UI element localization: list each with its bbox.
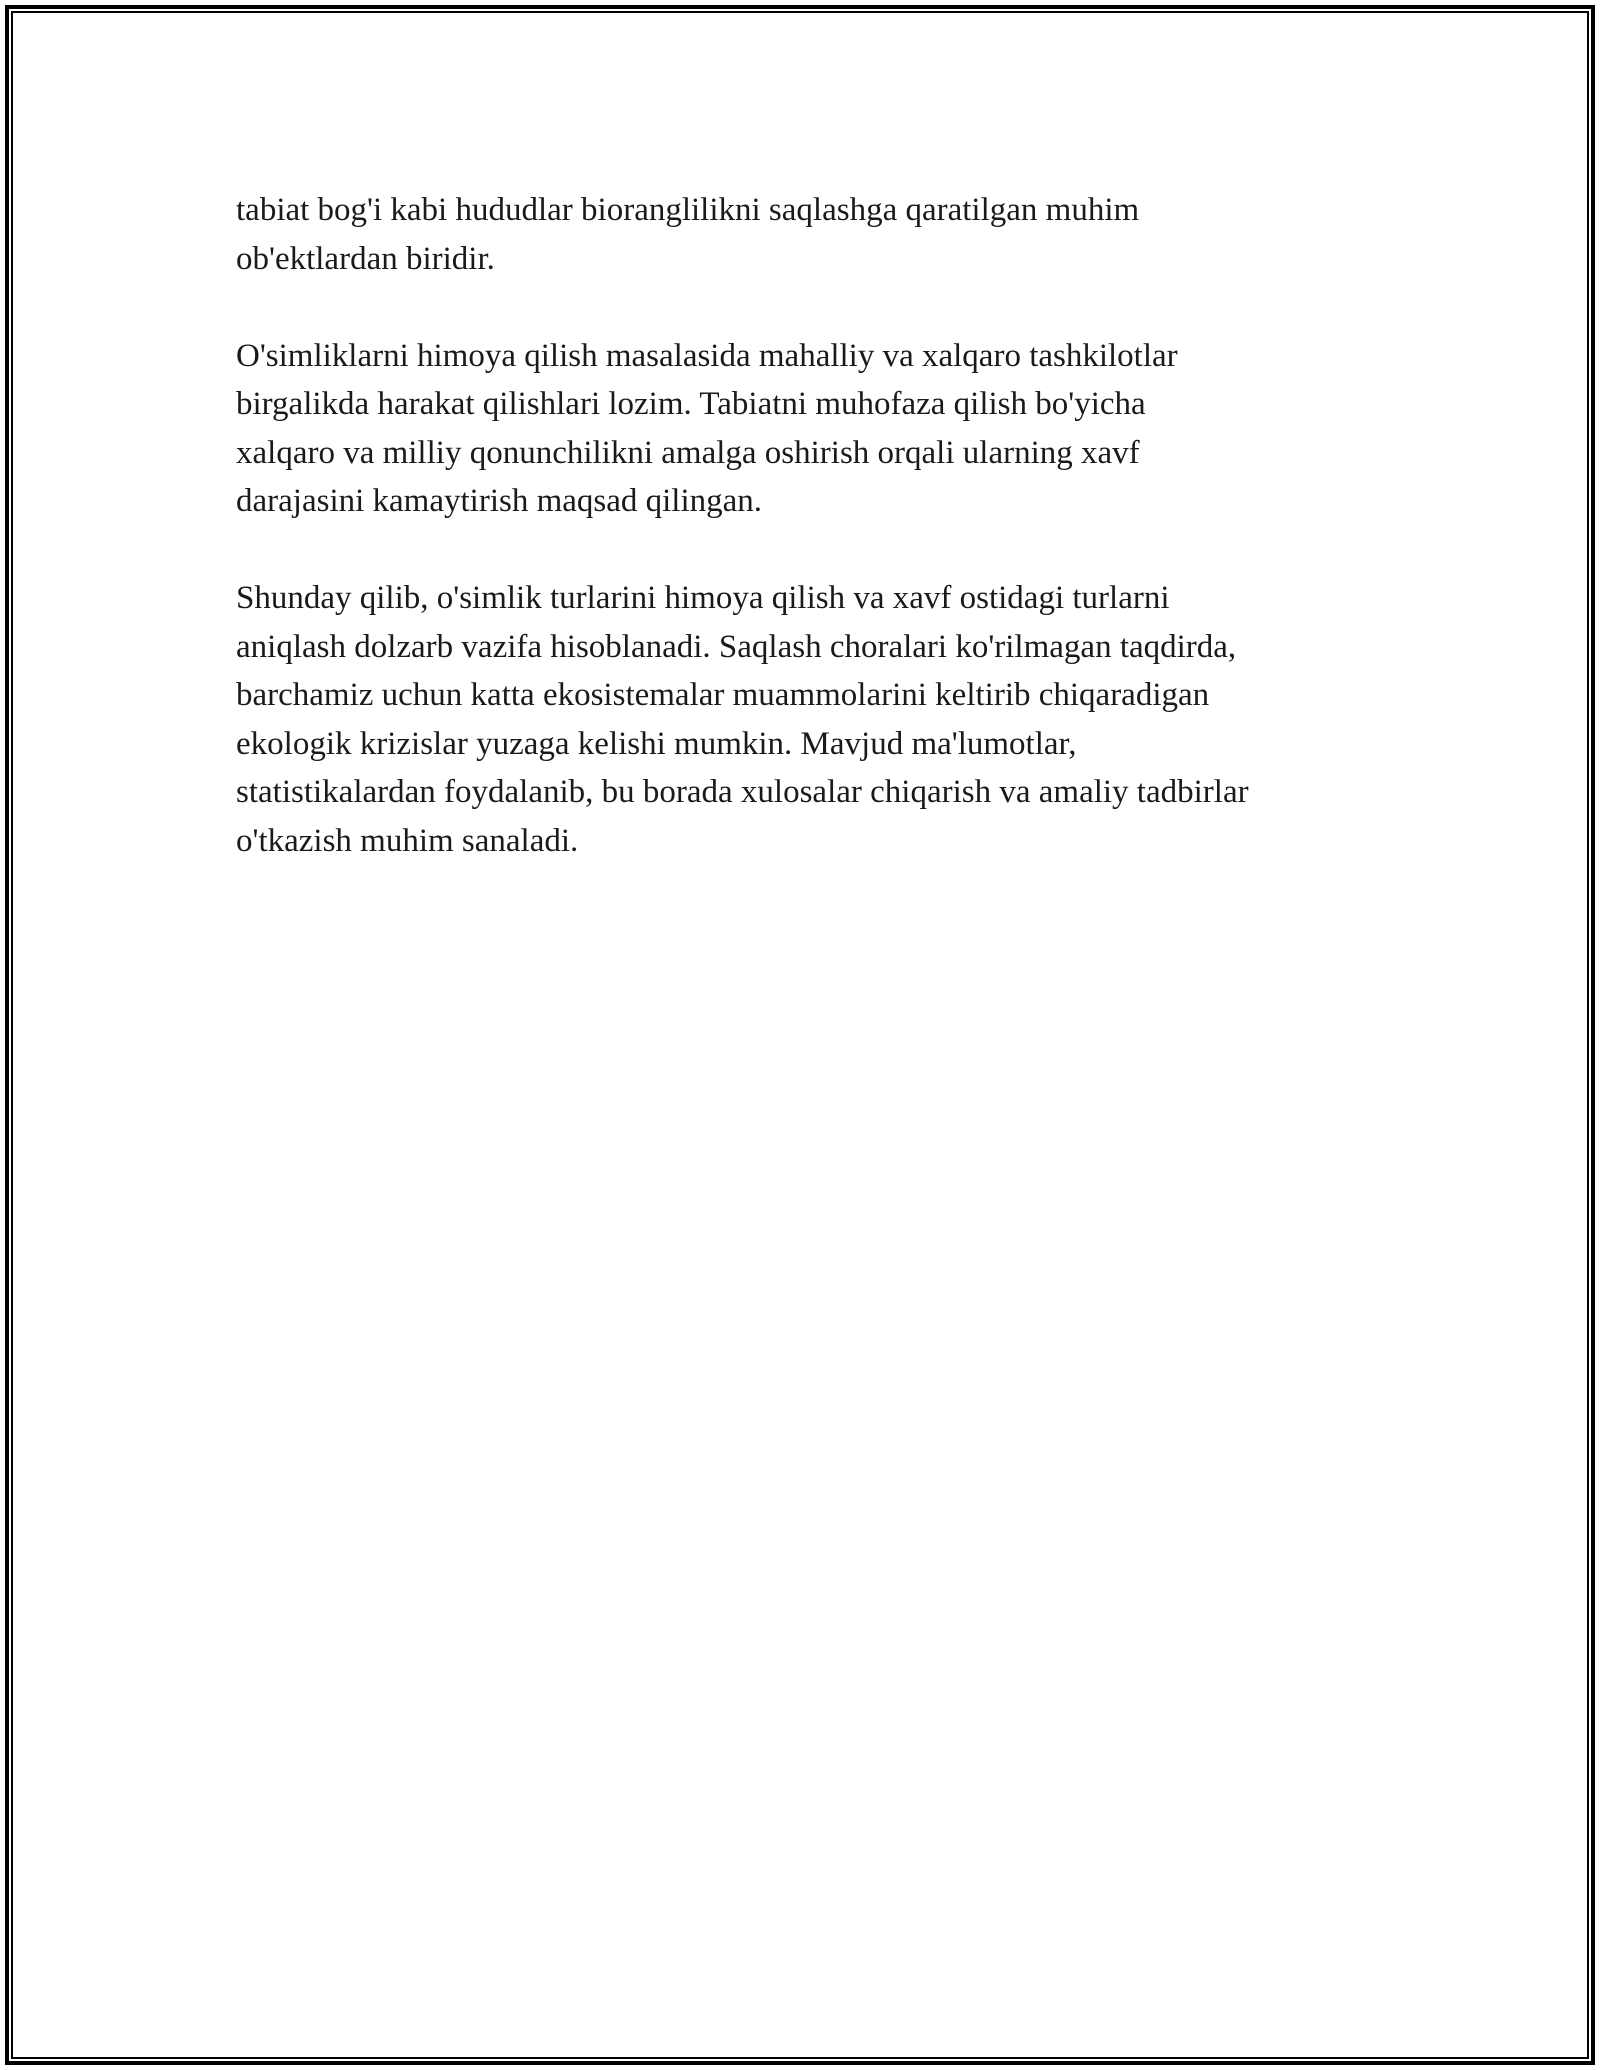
document-body — [236, 186, 1386, 914]
text-line: o'tkazish muhim sanaladi. — [236, 822, 579, 859]
text-line: aniqlash dolzarb vazifa hisoblanadi. Saqlash choralari ko'rilmagan taqdirda, — [236, 628, 1237, 665]
paragraph-3 — [236, 574, 1386, 865]
paragraph-2 — [236, 332, 1386, 526]
text-line: barchamiz uchun katta ekosistemalar muammolarini keltirib chiqaradigan — [236, 677, 1210, 713]
paragraph-1 — [236, 186, 1386, 283]
text-line: ekologik krizislar yuzaga kelishi mumkin. Mavjud ma'lumotlar, — [236, 725, 1077, 762]
text-line: Shunday qilib, o'simlik turlarini himoya qilish va xavf ostidagi turlarni — [236, 580, 1170, 616]
text-line: tabiat bog'i kabi hududlar bioranglilikni saqlashga qaratilgan muhim — [236, 192, 1140, 228]
text-line: ob'ektlardan biridir. — [236, 240, 495, 277]
text-line: O'simliklarni himoya qilish masalasida mahalliy va xalqaro tashkilotlar — [236, 337, 1178, 374]
text-line: birgalikda harakat qilishlari lozim. Tabiatni muhofaza qilish bo'yicha — [236, 386, 1146, 422]
text-line: xalqaro va milliy qonunchilikni amalga oshirish orqali ularning xavf — [236, 434, 1140, 471]
text-line: statistikalardan foydalanib, bu borada xulosalar chiqarish va amaliy tadbirlar — [236, 774, 1249, 810]
text-line: darajasini kamaytirish maqsad qilingan. — [236, 483, 763, 519]
